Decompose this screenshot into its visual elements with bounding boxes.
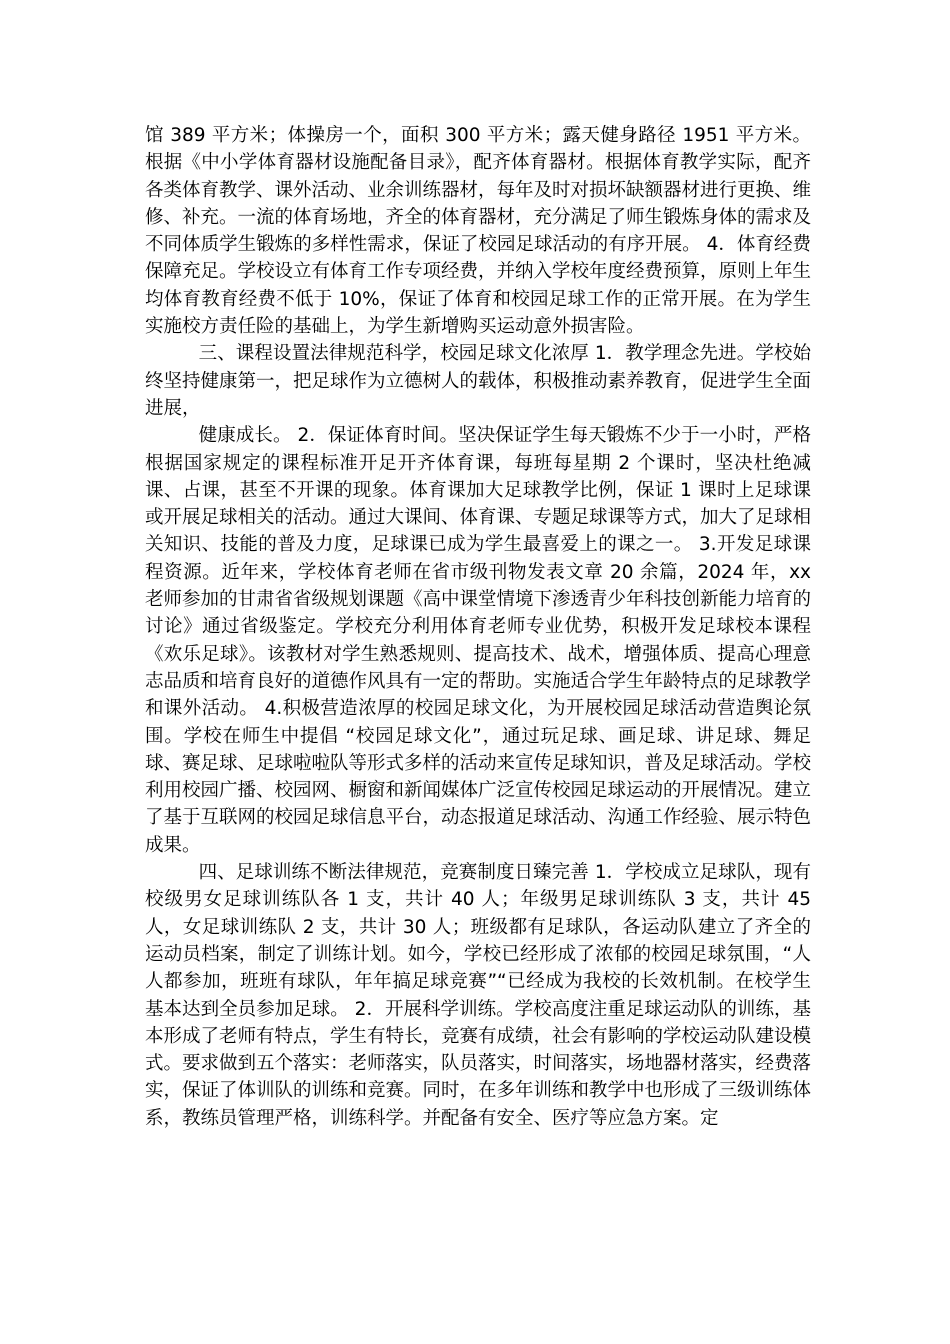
body-text <box>145 122 811 1132</box>
paragraph-section-four-training: 四、足球训练不断法律规范，竞赛制度日臻完善 1．学校成立足球队，现有校级男女足球训练队各 1 支，共计 40 人；年级男足球训练队 3 支，共计 45 人，女足球训练队 2 支，共计 30 人；班级都有足球队，各运动队建立了齐全的运动员档案，制定了训练计划。如今，学校已经形成了浓郁的校园足球氛围，“人人都参加，班班有球队，年年搞足球竞赛”“已经成为我校的长效机制。在校学生基本达到全员参加足球。 2．开展科学训练。学校高度注重足球运动队的训练，基本形成了老师有特点，学生有特长，竞赛有成绩，社会有影响的学校运动队建设模式。要求做到五个落实：老师落实，队员落实，时间落实，场地器材落实，经费落实，保证了体训队的训练和竞赛。同时，在多年训练和教学中也形成了三级训练体系，教练员管理严格，训练科学。并配备有安全、医疗等应急方案。定 <box>145 862 812 1129</box>
paragraph-curriculum-culture: 健康成长。 2．保证体育时间。坚决保证学生每天锻炼不少于一小时，严格根据国家规定的课程标准开足开齐体育课，每班每星期 2 个课时，坚决杜绝减课、占课，甚至不开课的现象。体育课加大足球教学比例，保证 1 课时上足球课或开展足球相关的活动。通过大课间、体育课、专题足球课等方式，加大了足球相关知识、技能的普及力度，足球课已成为学生最喜爱上的课之一。 3.开发足球课程资源。近年来，学校体育老师在省市级刊物发表文章 20 余篇，2024 年，xx 老师参加的甘肃省省级规划课题《高中课堂情境下渗透青少年科技创新能力培育的讨论》通过省级鉴定。学校充分利用体育老师专业优势，积极开发足球校本课程《欢乐足球》。该教材对学生熟悉规则、提高技术、战术，增强体质、提高心理意志品质和培育良好的道德作风具有一定的帮助。实施适合学生年龄特点的足球教学和课外活动。 4.积极营造浓厚的校园足球文化，为开展校园足球活动营造舆论氛围。学校在师生中提倡 “校园足球文化”，通过玩足球、画足球、讲足球、舞足球、赛足球、足球啦啦队等形式多样的活动来宣传足球知识，普及足球活动。学校利用校园广播、校园网、橱窗和新闻媒体广泛宣传校园足球运动的开展情况。建立了基于互联网的校园足球信息平台，动态报道足球活动、沟通工作经验、展示特色成果。 <box>145 425 812 856</box>
paragraph-facilities-funding: 馆 389 平方米；体操房一个，面积 300 平方米；露天健身路径 1951 平方米。根据《中小学体育器材设施配备目录》，配齐体育器材。根据体育教学实际，配齐各类体育教学、课外活动、业余训练器材，每年及时对损坏缺额器材进行更换、维修、补充。一流的体育场地，齐全的体育器材，充分满足了师生锻炼身体的需求及不同体质学生锻炼的多样性需求，保证了校园足球活动的有序开展。 4．体育经费保障充足。学校设立有体育工作专项经费，并纳入学校年度经费预算，原则上年生均体育教育经费不低于 10%，保证了体育和校园足球工作的正常开展。在为学生实施校方责任险的基础上，为学生新增购买运动意外损害险。 <box>145 125 812 338</box>
paragraph-section-three-heading: 三、课程设置法律规范科学，校园足球文化浓厚 1．教学理念先进。学校始终坚持健康第一，把足球作为立德树人的载体，积极推动素养教育，促进学生全面进展， <box>145 343 812 419</box>
